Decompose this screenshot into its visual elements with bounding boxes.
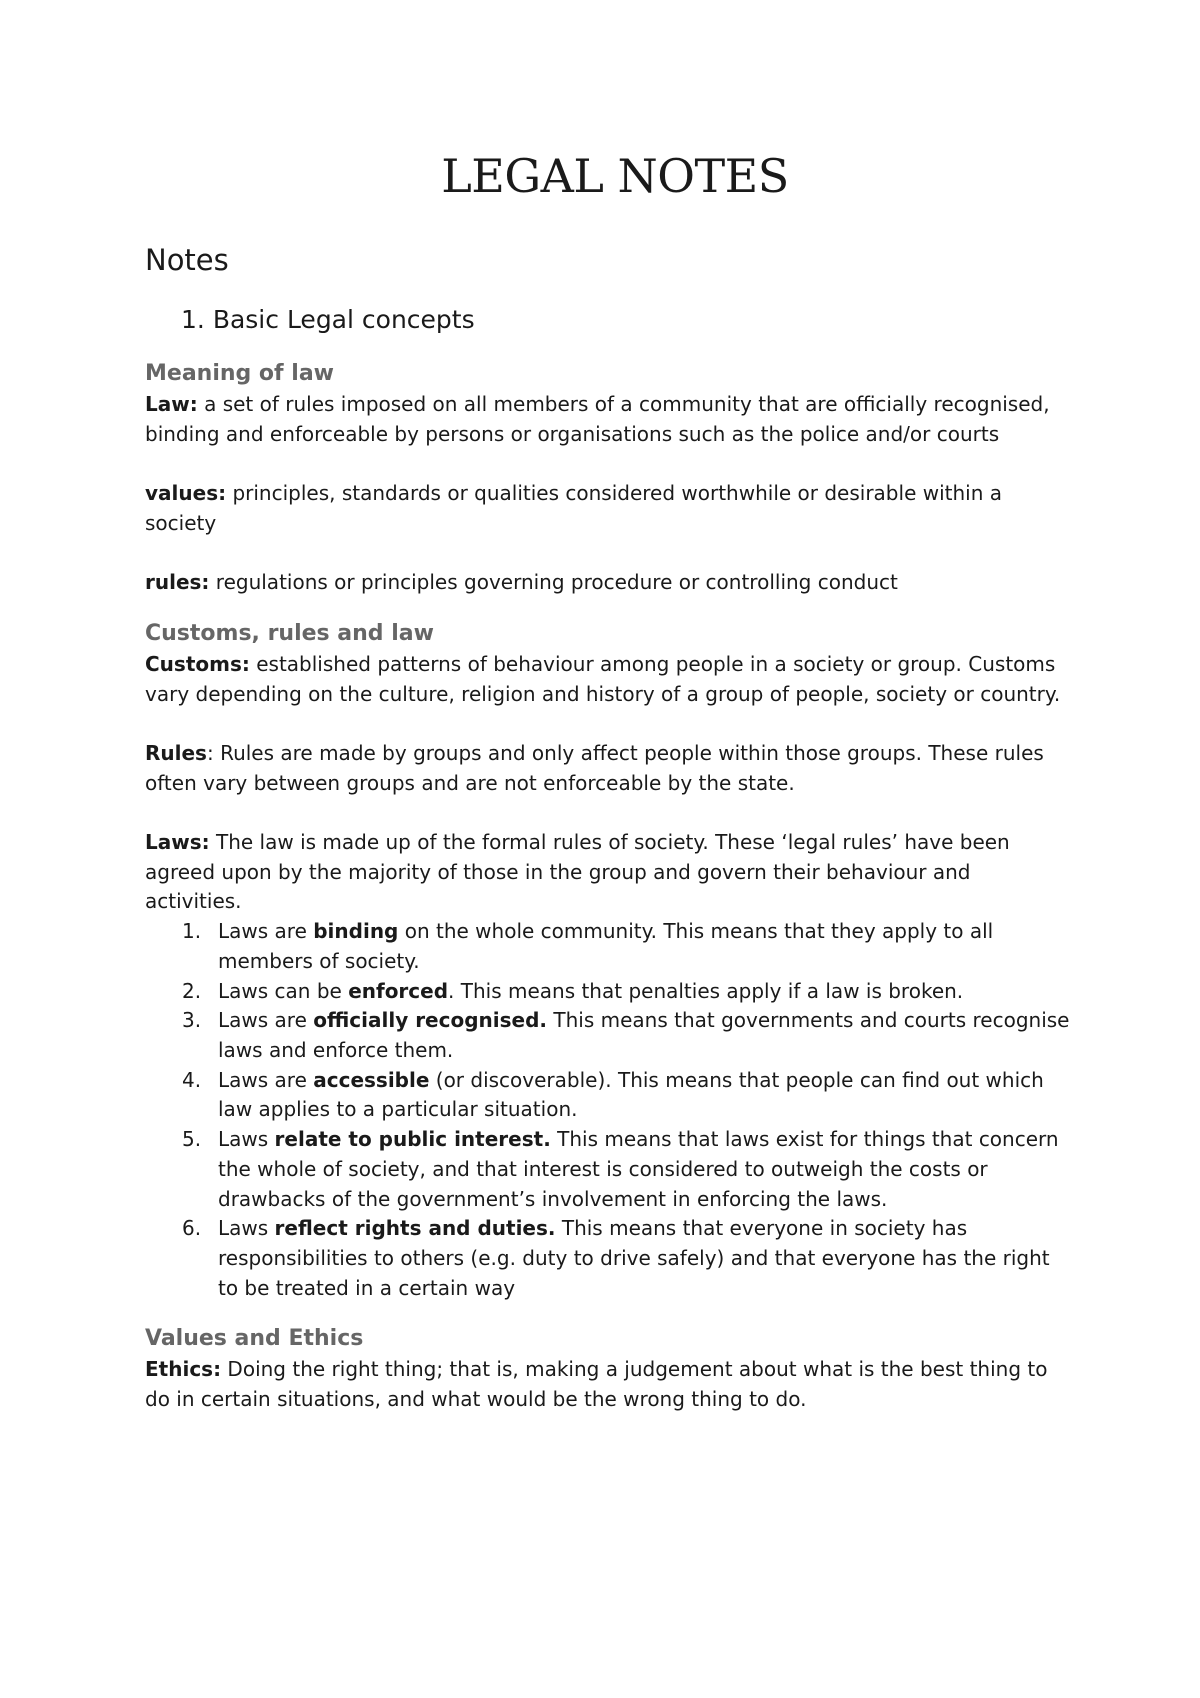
rules-text: regulations or principles governing procedure or controlling conduct — [209, 570, 898, 595]
list-item-text: (or discoverable). This means that people can find out which law applies to a particular situation. — [218, 1067, 1044, 1122]
list-item-text: Laws are — [218, 1008, 314, 1033]
group-rules-term: Rules — [145, 740, 207, 765]
list-item-text: Laws — [218, 1216, 275, 1241]
customs-text: established patterns of behaviour among people in a society or group. Customs vary depending on the culture, religion and history of a group of people, society or country. — [145, 651, 1061, 706]
list-item-keyword: officially recognised. — [313, 1008, 548, 1033]
list-item-text: . This means that penalties apply if a law is broken. — [448, 978, 964, 1003]
page-title: LEGAL NOTES — [441, 149, 789, 203]
customs-definition — [145, 650, 1070, 709]
ethics-term: Ethics: — [145, 1357, 222, 1382]
list-item-text: Laws — [218, 1127, 275, 1152]
customs-term: Customs: — [145, 651, 250, 676]
list-item — [145, 917, 1070, 976]
values-definition — [145, 479, 1070, 538]
section-title: Basic Legal concepts — [212, 305, 475, 334]
list-item — [145, 1125, 1070, 1214]
section-number: 1. — [181, 305, 205, 334]
list-item-keyword: relate to public interest. — [274, 1127, 551, 1152]
notes-heading: Notes — [145, 243, 229, 277]
list-item-text: This means that laws exist for things that concern the whole of society, and that interest is considered to outweigh the costs or drawbacks of the government’s involvement in enforcing the laws. — [218, 1127, 1059, 1211]
list-item-text: This means that everyone in society has responsibilities to others (e.g. duty to drive safely) and that everyone has the right to be treated in a certain way — [218, 1216, 1050, 1300]
list-item — [145, 1214, 1070, 1303]
list-item-text: Laws can be — [218, 978, 349, 1003]
rules-term: rules: — [145, 570, 210, 595]
list-item — [145, 1066, 1070, 1125]
list-item-text: Laws are — [218, 919, 314, 944]
list-item-text: Laws are — [218, 1067, 314, 1092]
meaning-of-law-heading: Meaning of law — [145, 361, 334, 386]
customs-rules-law-heading: Customs, rules and law — [145, 620, 434, 646]
ethics-definition — [145, 1355, 1070, 1414]
laws-definition — [145, 828, 1070, 917]
list-item-keyword: binding — [313, 919, 399, 944]
list-item-text: This means that governments and courts recognise laws and enforce them. — [218, 1008, 1070, 1062]
list-item — [145, 977, 1070, 1007]
laws-characteristics-list — [145, 917, 1070, 1303]
ethics-text: Doing the right thing; that is, making a judgement about what is the best thing to do in certain situations, and what would be the wrong thing to do. — [145, 1357, 1048, 1412]
laws-text: The law is made up of the formal rules of society. These ‘legal rules’ have been agreed upon by the majority of those in the group and govern their behaviour and activities. — [145, 830, 1010, 914]
list-item-number: 6. — [182, 1216, 202, 1241]
list-item-number: 4. — [182, 1067, 202, 1092]
group-rules-text: : Rules are made by groups and only affect people within those groups. These rules often vary between groups and are not enforceable by the state. — [145, 740, 1044, 795]
law-term: Law: — [145, 392, 198, 416]
law-text: a set of rules imposed on all members of a community that are officially recognised, binding and enforceable by persons or organisations such as the police and/or courts — [145, 392, 1050, 446]
laws-term: Laws: — [145, 830, 210, 855]
values-term: values: — [145, 481, 227, 506]
group-rules-definition — [145, 739, 1070, 798]
section-heading — [181, 302, 1070, 338]
list-item-number: 5. — [182, 1127, 202, 1152]
list-item-number: 2. — [182, 978, 202, 1003]
list-item-number: 3. — [182, 1008, 202, 1033]
list-item-keyword: enforced — [348, 978, 449, 1003]
list-item-keyword: reflect rights and duties. — [274, 1216, 556, 1241]
rules-definition — [145, 568, 1070, 598]
list-item-number: 1. — [182, 919, 202, 944]
values-ethics-heading: Values and Ethics — [145, 1326, 364, 1352]
list-item-keyword: accessible — [313, 1067, 430, 1092]
law-definition — [145, 390, 1070, 449]
list-item-text: on the whole community. This means that they apply to all members of society. — [218, 919, 994, 973]
values-text: principles, standards or qualities considered worthwhile or desirable within a society — [145, 481, 1003, 535]
list-item — [145, 1006, 1070, 1065]
